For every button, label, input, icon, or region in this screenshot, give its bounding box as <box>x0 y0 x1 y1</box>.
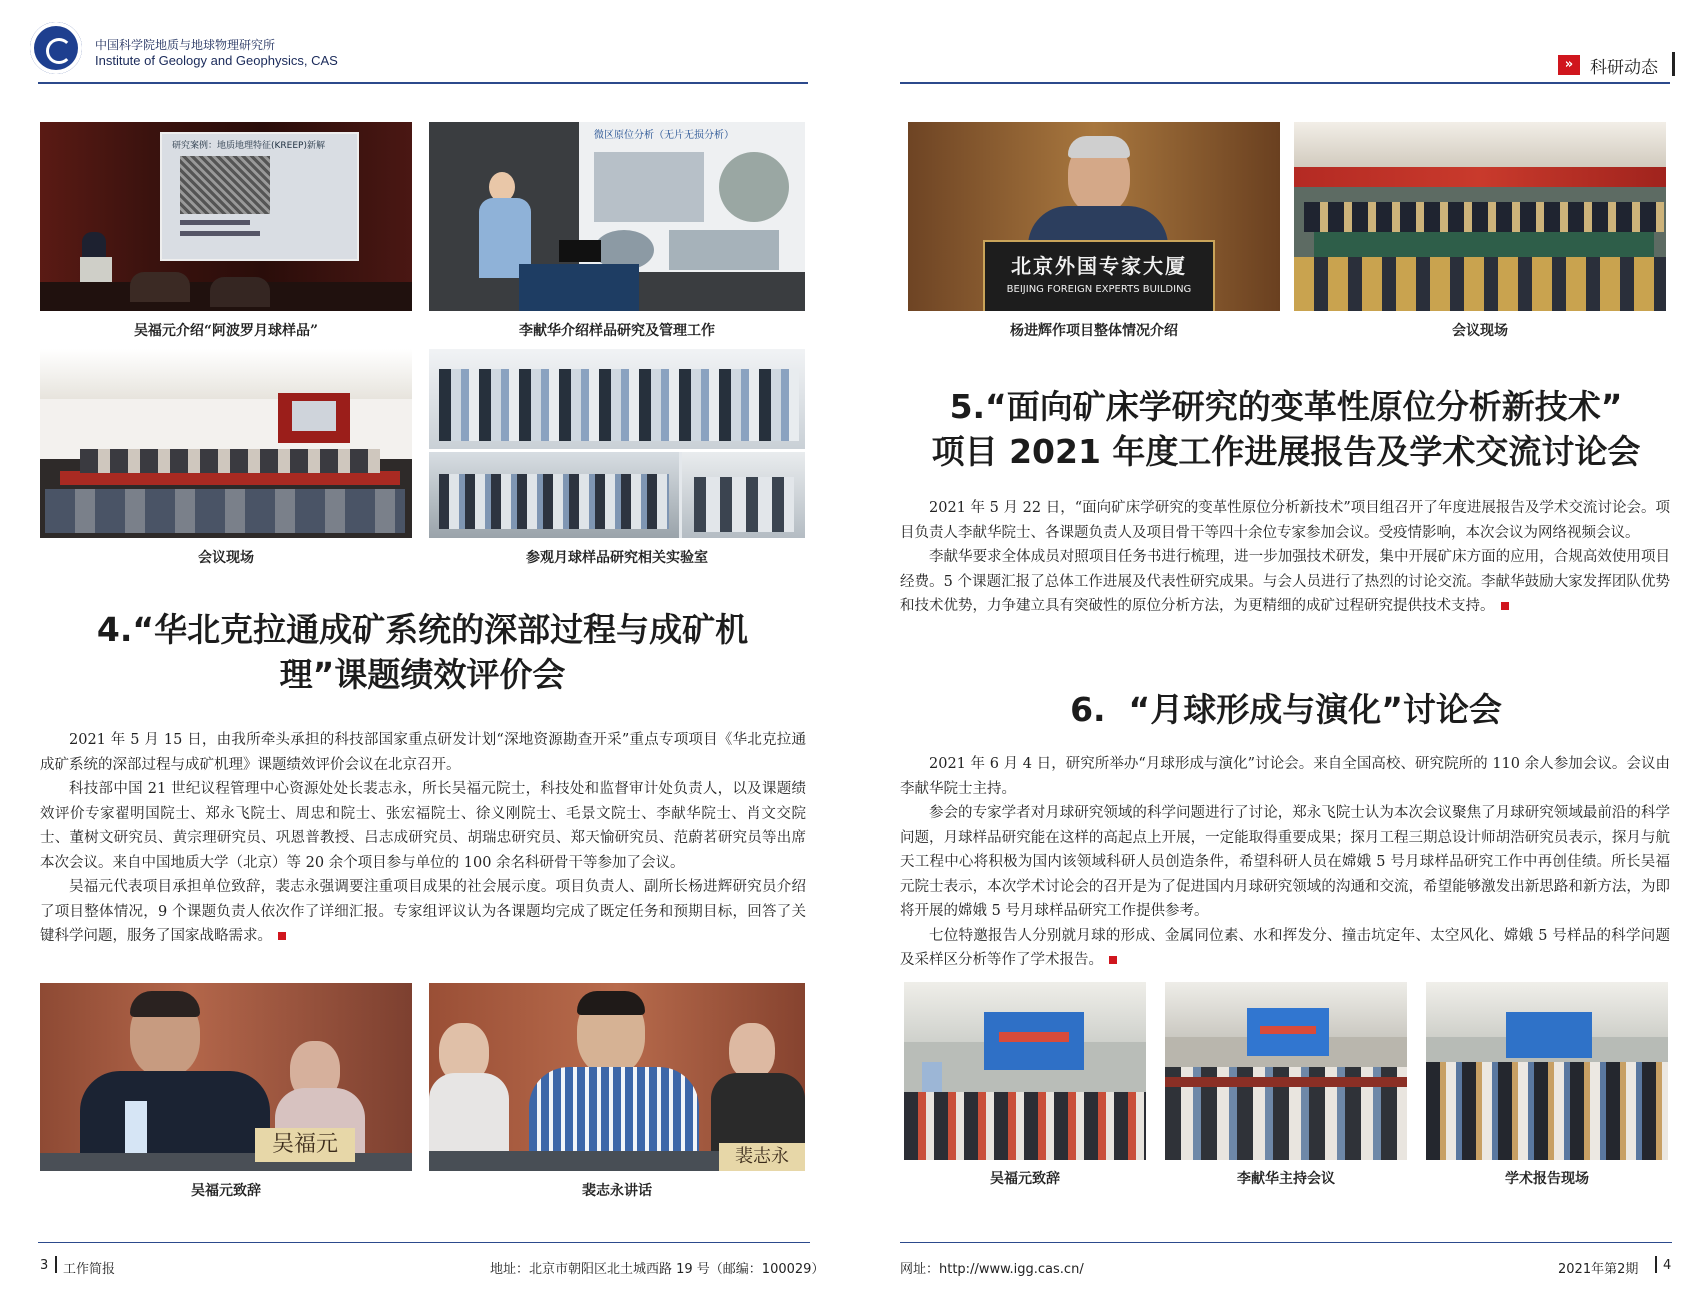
section-divider <box>1672 52 1675 76</box>
photo-wu-fuyuan-apollo <box>40 122 412 311</box>
photo-academic-report <box>1426 982 1668 1160</box>
caption: 吴福元致辞 <box>990 1171 1060 1187</box>
nameplate: 吴福元 <box>255 1128 355 1162</box>
photo-lab-visit <box>429 349 805 538</box>
institute-logo-icon <box>30 22 82 74</box>
section-label: 科研动态 <box>1590 58 1658 78</box>
photo-meeting-hall <box>40 349 412 538</box>
footer-divider <box>55 1256 57 1273</box>
photo-wu-fuyuan-opening <box>904 982 1146 1160</box>
photo-wu-fuyuan-speech <box>40 983 412 1171</box>
article5-paragraph: 2021 年 5 月 22 日，“面向矿床学研究的变革性原位分析新技术”项目组召开了年度进展报告及学术交流讨论会。项目负责人李献华院士、各课题负责人及项目骨干等四十余位专家参加会议。受疫情影响，本次会议为网络视频会议。 <box>900 500 1670 541</box>
photo-li-xianhua-chairing <box>1165 982 1407 1160</box>
article6-body <box>900 752 1670 973</box>
page-number-left: 3 <box>40 1258 49 1273</box>
article6-paragraph: 2021 年 6 月 4 日，研究所举办“月球形成与演化”讨论会。来自全国高校、研究院所的 110 余人参加会议。会议由李献华院士主持。 <box>900 756 1670 797</box>
article6-paragraph: 参会的专家学者对月球研究领域的科学问题进行了讨论，郑永飞院士认为本次会议聚焦了月球研究领域最前沿的科学问题，月球样品研究能在这样的高起点上开展，一定能取得重要成果；探月工程三期总设计师胡浩研究员表示，探月与航天工程中心将积极为国内该领域科研人员创造条件，希望科研人员在嫦娥 5 号月球样品研究工作中再创佳绩。所长吴福元院士表示，本次学术讨论会的召开是为了促进国内月球研究领域的沟通和交流，希望能够激发出新思路和新方法，为即将开展的嫦娥 5 号月球样品研究工作提供参考。 <box>900 805 1670 919</box>
article5-paragraph: 李献华要求全体成员对照项目任务书进行梳理，进一步加强技术研发，集中开展矿床方面的应用，合规高效使用项目经费。5 个课题汇报了总体工作进展及代表性研究成果。与会人员进行了热烈的讨论交流。李献华鼓励大家发挥团队优势和技术优势，力争建立具有突破性的原位分析方法，为更精细的成矿过程研究提供技术支持。 <box>900 549 1670 614</box>
publication-name: 工作简报 <box>63 1262 116 1277</box>
header-rule-left <box>38 82 808 84</box>
page-number-right: 4 <box>1663 1258 1672 1273</box>
article4-paragraph: 吴福元代表项目承担单位致辞，裴志永强调要注重项目成果的社会展示度。项目负责人、副所长杨进辉研究员介绍了项目整体情况，9 个课题负责人依次作了详细汇报。专家组评议认为各课题均完成了既定任务和预期目标，回答了关键科学问题，服务了国家战略需求。 <box>40 879 806 944</box>
caption: 会议现场 <box>198 550 254 566</box>
footer-rule-left <box>38 1242 810 1243</box>
article4-paragraph: 2021 年 5 月 15 日，由我所牵头承担的科技部国家重点研发计划“深地资源勘查开采”重点专项项目《华北克拉通成矿系统的深部过程与成矿机理》课题绩效评价会议在北京召开。 <box>40 732 806 773</box>
article5-body <box>900 496 1670 619</box>
end-mark-icon <box>1109 956 1117 964</box>
caption: 会议现场 <box>1452 323 1508 339</box>
caption: 参观月球样品研究相关实验室 <box>526 550 708 566</box>
caption: 学术报告现场 <box>1505 1171 1589 1187</box>
photo-yang-jinhui <box>908 122 1280 311</box>
caption: 李献华主持会议 <box>1237 1171 1335 1187</box>
photo-pei-zhiyong-speech <box>429 983 805 1171</box>
caption: 裴志永讲话 <box>582 1183 652 1199</box>
header-rule-right <box>900 82 1670 84</box>
institute-name-cn: 中国科学院地质与地球物理研究所 <box>95 38 276 52</box>
sign-en: BEIJING FOREIGN EXPERTS BUILDING <box>1006 284 1192 295</box>
article4-paragraph: 科技部中国 21 世纪议程管理中心资源处处长裴志永，所长吴福元院士，科技处和监督审计处负责人，以及课题绩效评价专家翟明国院士、郑永飞院士、周忠和院士、张宏福院士、徐义刚院士、毛景文院士、李献华院士、肖文交院士、董树文研究员、黄宗理研究员、巩恩普教授、吕志成研究员、胡瑞忠研究员、郑天愉研究员、范蔚茗研究员等出席本次会议。来自中国地质大学（北京）等 20 余个项目参与单位的 100 余名科研骨干等参加了会议。 <box>40 781 806 871</box>
article6-title: 6. “月球形成与演化”讨论会 <box>1070 690 1502 729</box>
article4-title-line1: 4.“华北克拉通成矿系统的深部过程与成矿机 <box>96 610 749 649</box>
slide-title: 研究案例：地质地理特征(KREEP)新解 <box>172 141 325 151</box>
caption: 杨进辉作项目整体情况介绍 <box>1010 323 1178 339</box>
article6-paragraph: 七位特邀报告人分别就月球的形成、金属同位素、水和挥发分、撞击坑定年、太空风化、嫦娥 5 号样品的科学问题及采样区分析等作了学术报告。 <box>900 927 1670 968</box>
double-chevron-icon: » <box>1558 55 1580 75</box>
article4-body <box>40 728 806 949</box>
institute-name-en: Institute of Geology and Geophysics, CAS <box>95 53 338 68</box>
footer-rule-right <box>900 1242 1672 1243</box>
photo-li-xianhua-samples <box>429 122 805 311</box>
article5-title-line2: 项目 2021 年度工作进展报告及学术交流讨论会 <box>931 432 1641 471</box>
end-mark-icon <box>278 932 286 940</box>
end-mark-icon <box>1501 602 1509 610</box>
sign-cn: 北京外国专家大厦 <box>1011 254 1187 278</box>
article5-title-line1: 5.“面向矿床学研究的变革性原位分析新技术” <box>949 387 1623 426</box>
issue: 2021年第2期 <box>1558 1262 1639 1277</box>
slide-title: 微区原位分析（无片无损分析） <box>594 130 734 141</box>
address: 地址：北京市朝阳区北土城西路 19 号（邮编：100029） <box>490 1262 825 1277</box>
caption: 吴福元介绍“阿波罗月球样品” <box>133 323 319 339</box>
nameplate: 裴志永 <box>719 1143 805 1171</box>
caption: 吴福元致辞 <box>191 1183 261 1199</box>
footer-divider <box>1655 1256 1657 1273</box>
caption: 李献华介绍样品研究及管理工作 <box>519 323 715 339</box>
website: 网址：http://www.igg.cas.cn/ <box>900 1262 1084 1277</box>
article4-title-line2: 理”课题绩效评价会 <box>279 655 566 694</box>
photo-meeting-scene <box>1294 122 1666 311</box>
